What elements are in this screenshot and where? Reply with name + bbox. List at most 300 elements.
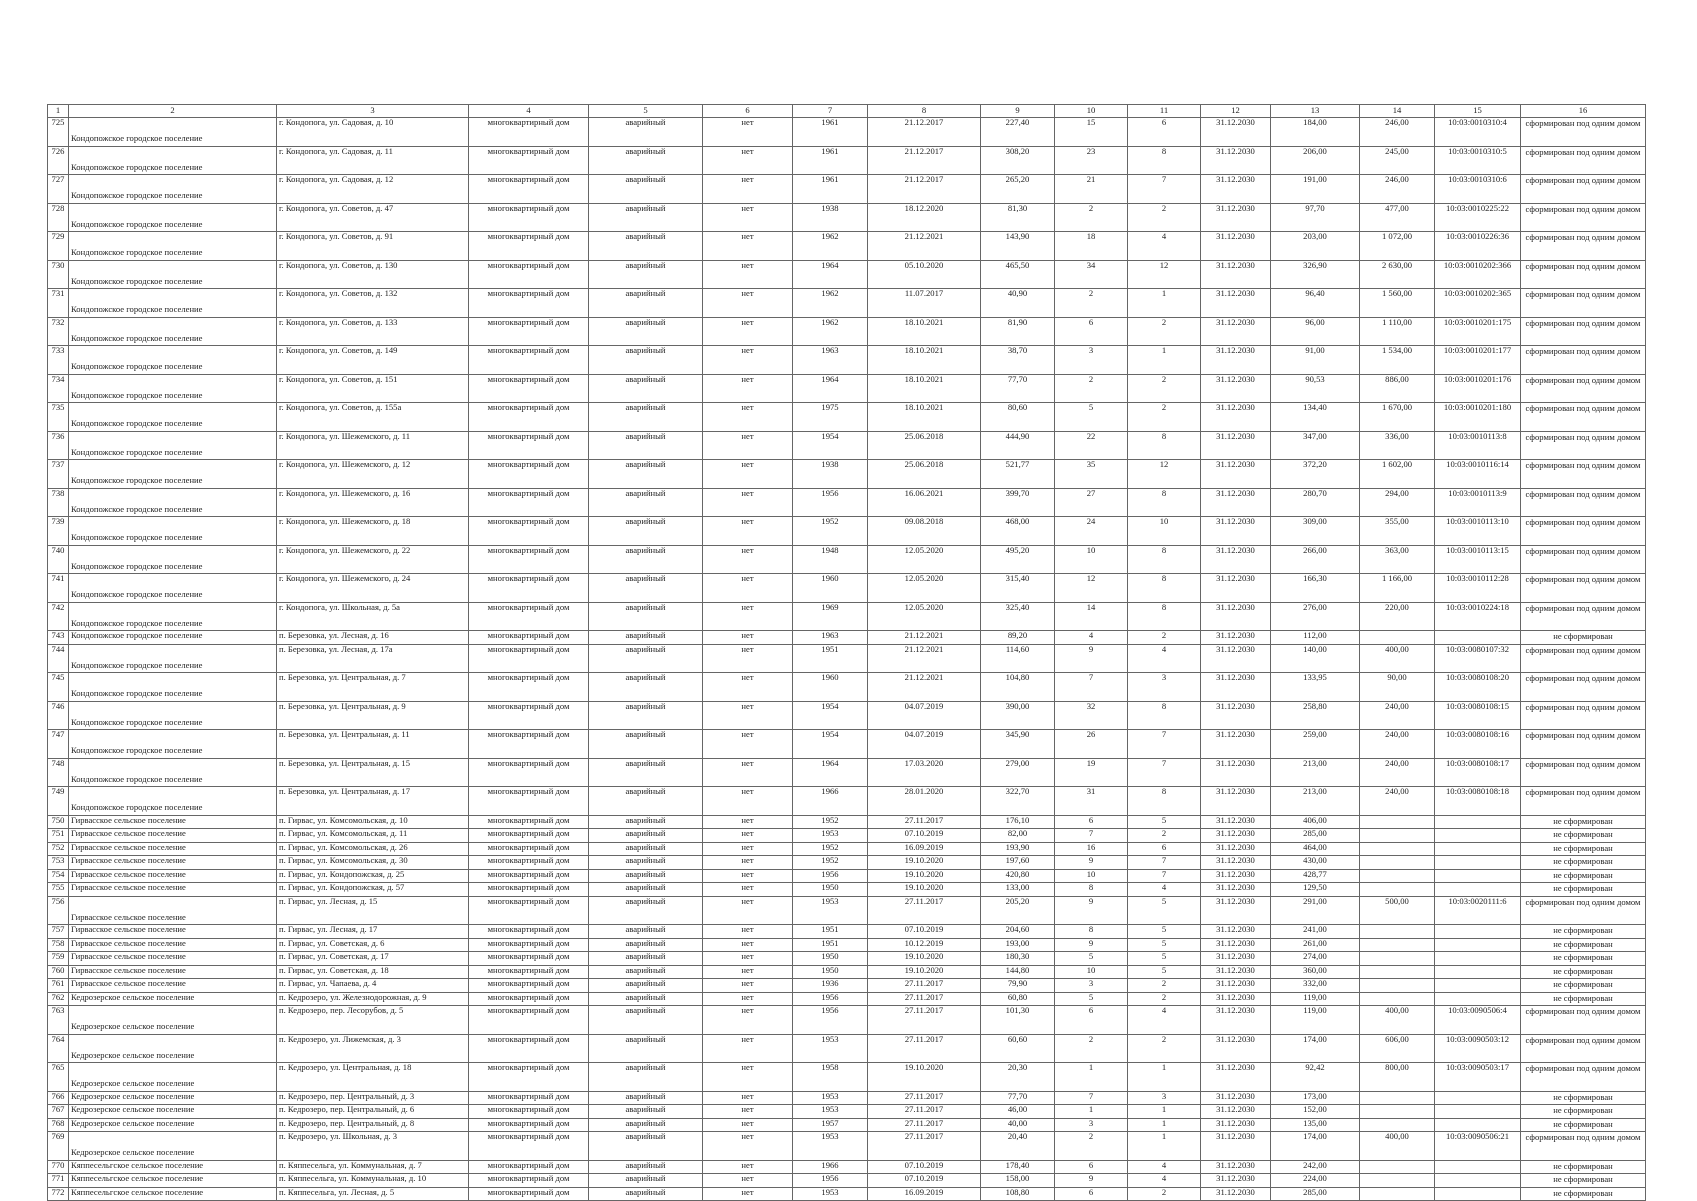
- table-cell-col-16: не сформирован: [1521, 883, 1646, 897]
- table-cell-col-16: сформирован под одним домом: [1521, 730, 1646, 759]
- table-cell-col-15: [1435, 1187, 1521, 1201]
- table-cell-col-9: 81,30: [981, 203, 1055, 232]
- table-cell-col-13: 152,00: [1271, 1105, 1360, 1119]
- table-cell-col-16: сформирован под одним домом: [1521, 545, 1646, 574]
- table-cell-col-6: нет: [703, 815, 793, 829]
- column-header-11: 11: [1128, 105, 1201, 118]
- table-cell-col-4: многоквартирный дом: [469, 896, 589, 925]
- table-cell-col-16: сформирован под одним домом: [1521, 146, 1646, 175]
- table-cell-col-9: 89,20: [981, 631, 1055, 645]
- table-cell-col-14: 800,00: [1360, 1063, 1435, 1092]
- table-cell-col-13: 119,00: [1271, 992, 1360, 1006]
- table-cell-col-7: 1952: [793, 842, 868, 856]
- table-cell-col-13: 140,00: [1271, 644, 1360, 673]
- table-cell-col-16: не сформирован: [1521, 1105, 1646, 1119]
- table-cell-col-1: 733: [48, 346, 69, 375]
- table-row: [48, 232, 1646, 261]
- table-cell-col-8: 19.10.2020: [868, 965, 981, 979]
- table-cell-col-12: 31.12.2030: [1201, 979, 1271, 993]
- table-cell-col-5: аварийный: [589, 1034, 703, 1063]
- table-cell-col-3: п. Кедрозеро, пер. Центральный, д. 3: [277, 1091, 469, 1105]
- table-cell-col-15: 10:03:0010116:14: [1435, 460, 1521, 489]
- table-cell-col-4: многоквартирный дом: [469, 829, 589, 843]
- table-cell-col-16: сформирован под одним домом: [1521, 203, 1646, 232]
- table-cell-col-9: 60,60: [981, 1034, 1055, 1063]
- table-cell-col-15: 10:03:0010201:180: [1435, 403, 1521, 432]
- table-cell-col-9: 345,90: [981, 730, 1055, 759]
- table-cell-col-5: аварийный: [589, 602, 703, 631]
- table-row: [48, 787, 1646, 816]
- table-cell-col-1: 737: [48, 460, 69, 489]
- table-cell-col-13: 166,30: [1271, 574, 1360, 603]
- table-cell-col-13: 224,00: [1271, 1174, 1360, 1188]
- table-cell-col-11: 4: [1128, 644, 1201, 673]
- table-cell-col-14: 1 110,00: [1360, 317, 1435, 346]
- table-cell-col-16: не сформирован: [1521, 815, 1646, 829]
- table-cell-col-12: 31.12.2030: [1201, 146, 1271, 175]
- table-row: [48, 203, 1646, 232]
- table-cell-col-16: сформирован под одним домом: [1521, 1006, 1646, 1035]
- table-cell-col-11: 5: [1128, 925, 1201, 939]
- table-cell-col-10: 7: [1055, 673, 1128, 702]
- table-cell-col-15: [1435, 815, 1521, 829]
- table-cell-col-2: Гирвасское сельское поселение: [69, 952, 277, 966]
- table-cell-col-3: г. Кондопога, ул. Школьная, д. 5а: [277, 602, 469, 631]
- table-cell-col-10: 35: [1055, 460, 1128, 489]
- column-header-6: 6: [703, 105, 793, 118]
- table-cell-col-5: аварийный: [589, 644, 703, 673]
- table-cell-col-8: 19.10.2020: [868, 869, 981, 883]
- table-cell-col-13: 266,00: [1271, 545, 1360, 574]
- table-cell-col-7: 1956: [793, 869, 868, 883]
- table-cell-col-16: сформирован под одним домом: [1521, 260, 1646, 289]
- table-cell-col-15: [1435, 631, 1521, 645]
- table-cell-col-3: п. Березовка, ул. Лесная, д. 17а: [277, 644, 469, 673]
- column-header-10: 10: [1055, 105, 1128, 118]
- table-cell-col-12: 31.12.2030: [1201, 631, 1271, 645]
- table-cell-col-6: нет: [703, 992, 793, 1006]
- table-row: [48, 1091, 1646, 1105]
- table-cell-col-8: 28.01.2020: [868, 787, 981, 816]
- table-cell-col-4: многоквартирный дом: [469, 631, 589, 645]
- table-row: [48, 545, 1646, 574]
- table-row: [48, 644, 1646, 673]
- table-cell-col-2: Гирвасское сельское поселение: [69, 938, 277, 952]
- table-cell-col-2: Кондопожское городское поселение: [69, 460, 277, 489]
- table-cell-col-14: 1 534,00: [1360, 346, 1435, 375]
- table-cell-col-12: 31.12.2030: [1201, 856, 1271, 870]
- table-cell-col-2: Гирвасское сельское поселение: [69, 925, 277, 939]
- table-cell-col-4: многоквартирный дом: [469, 374, 589, 403]
- table-cell-col-6: нет: [703, 460, 793, 489]
- table-body: [48, 105, 1646, 1201]
- table-cell-col-12: 31.12.2030: [1201, 952, 1271, 966]
- table-row: [48, 1063, 1646, 1092]
- table-cell-col-9: 197,60: [981, 856, 1055, 870]
- table-cell-col-12: 31.12.2030: [1201, 203, 1271, 232]
- table-cell-col-4: многоквартирный дом: [469, 203, 589, 232]
- housing-register-table: [47, 104, 1646, 1201]
- table-cell-col-2: Кондопожское городское поселение: [69, 346, 277, 375]
- table-cell-col-13: 96,00: [1271, 317, 1360, 346]
- table-cell-col-14: [1360, 938, 1435, 952]
- table-cell-col-10: 6: [1055, 1187, 1128, 1201]
- table-cell-col-10: 19: [1055, 758, 1128, 787]
- column-header-1: 1: [48, 105, 69, 118]
- table-cell-col-1: 740: [48, 545, 69, 574]
- table-cell-col-15: 10:03:0010310:4: [1435, 118, 1521, 147]
- table-cell-col-10: 6: [1055, 815, 1128, 829]
- table-cell-col-1: 732: [48, 317, 69, 346]
- table-cell-col-10: 3: [1055, 346, 1128, 375]
- table-cell-col-7: 1962: [793, 232, 868, 261]
- table-cell-col-4: многоквартирный дом: [469, 289, 589, 318]
- table-cell-col-9: 178,40: [981, 1160, 1055, 1174]
- table-cell-col-8: 27.11.2017: [868, 896, 981, 925]
- table-cell-col-11: 2: [1128, 1034, 1201, 1063]
- table-cell-col-9: 204,60: [981, 925, 1055, 939]
- table-cell-col-8: 19.10.2020: [868, 883, 981, 897]
- table-cell-col-13: 129,50: [1271, 883, 1360, 897]
- table-cell-col-8: 04.07.2019: [868, 730, 981, 759]
- table-cell-col-4: многоквартирный дом: [469, 869, 589, 883]
- table-cell-col-12: 31.12.2030: [1201, 403, 1271, 432]
- table-cell-col-3: г. Кондопога, ул. Шежемского, д. 18: [277, 517, 469, 546]
- table-cell-col-4: многоквартирный дом: [469, 574, 589, 603]
- table-row: [48, 631, 1646, 645]
- table-cell-col-8: 09.08.2018: [868, 517, 981, 546]
- table-cell-col-6: нет: [703, 758, 793, 787]
- table-cell-col-13: 135,00: [1271, 1118, 1360, 1132]
- table-cell-col-8: 18.10.2021: [868, 317, 981, 346]
- table-cell-col-7: 1962: [793, 289, 868, 318]
- table-cell-col-5: аварийный: [589, 1105, 703, 1119]
- table-cell-col-6: нет: [703, 869, 793, 883]
- table-cell-col-11: 12: [1128, 460, 1201, 489]
- table-cell-col-5: аварийный: [589, 829, 703, 843]
- column-header-9: 9: [981, 105, 1055, 118]
- table-cell-col-10: 9: [1055, 896, 1128, 925]
- table-cell-col-1: 764: [48, 1034, 69, 1063]
- table-cell-col-7: 1953: [793, 1034, 868, 1063]
- table-cell-col-16: сформирован под одним домом: [1521, 644, 1646, 673]
- table-cell-col-9: 420,80: [981, 869, 1055, 883]
- table-cell-col-8: 27.11.2017: [868, 1091, 981, 1105]
- table-cell-col-7: 1952: [793, 856, 868, 870]
- table-cell-col-14: 1 670,00: [1360, 403, 1435, 432]
- table-cell-col-8: 27.11.2017: [868, 979, 981, 993]
- table-cell-col-9: 80,60: [981, 403, 1055, 432]
- table-cell-col-14: [1360, 869, 1435, 883]
- table-cell-col-3: г. Кондопога, ул. Шежемского, д. 22: [277, 545, 469, 574]
- table-cell-col-3: п. Гирвас, ул. Лесная, д. 15: [277, 896, 469, 925]
- table-cell-col-12: 31.12.2030: [1201, 965, 1271, 979]
- table-cell-col-11: 5: [1128, 815, 1201, 829]
- table-cell-col-7: 1938: [793, 203, 868, 232]
- table-cell-col-3: п. Березовка, ул. Центральная, д. 7: [277, 673, 469, 702]
- table-cell-col-1: 761: [48, 979, 69, 993]
- table-cell-col-6: нет: [703, 829, 793, 843]
- table-cell-col-5: аварийный: [589, 289, 703, 318]
- table-cell-col-11: 1: [1128, 1118, 1201, 1132]
- table-cell-col-5: аварийный: [589, 701, 703, 730]
- table-cell-col-8: 27.11.2017: [868, 992, 981, 1006]
- table-cell-col-6: нет: [703, 1091, 793, 1105]
- table-row: [48, 1187, 1646, 1201]
- table-cell-col-9: 399,70: [981, 488, 1055, 517]
- table-cell-col-3: п. Березовка, ул. Центральная, д. 17: [277, 787, 469, 816]
- table-cell-col-9: 227,40: [981, 118, 1055, 147]
- table-cell-col-3: п. Кедрозеро, пер. Лесорубов, д. 5: [277, 1006, 469, 1035]
- table-cell-col-16: сформирован под одним домом: [1521, 701, 1646, 730]
- table-cell-col-16: не сформирован: [1521, 938, 1646, 952]
- table-cell-col-14: 477,00: [1360, 203, 1435, 232]
- table-cell-col-10: 1: [1055, 1105, 1128, 1119]
- table-cell-col-1: 745: [48, 673, 69, 702]
- table-row: [48, 979, 1646, 993]
- table-cell-col-13: 174,00: [1271, 1034, 1360, 1063]
- table-cell-col-2: Кондопожское городское поселение: [69, 517, 277, 546]
- column-header-15: 15: [1435, 105, 1521, 118]
- table-cell-col-15: 10:03:0010113:15: [1435, 545, 1521, 574]
- table-cell-col-6: нет: [703, 545, 793, 574]
- table-cell-col-13: 173,00: [1271, 1091, 1360, 1105]
- table-row: [48, 1034, 1646, 1063]
- table-cell-col-2: Кедрозерское сельское поселение: [69, 992, 277, 1006]
- table-cell-col-6: нет: [703, 979, 793, 993]
- table-cell-col-15: 10:03:0010112:28: [1435, 574, 1521, 603]
- table-cell-col-5: аварийный: [589, 842, 703, 856]
- table-cell-col-10: 5: [1055, 952, 1128, 966]
- table-cell-col-3: п. Кедрозеро, ул. Центральная, д. 18: [277, 1063, 469, 1092]
- table-cell-col-10: 8: [1055, 883, 1128, 897]
- table-cell-col-11: 2: [1128, 992, 1201, 1006]
- table-cell-col-3: п. Березовка, ул. Лесная, д. 16: [277, 631, 469, 645]
- table-cell-col-8: 16.09.2019: [868, 842, 981, 856]
- table-cell-col-15: 10:03:0010201:175: [1435, 317, 1521, 346]
- table-cell-col-5: аварийный: [589, 896, 703, 925]
- table-cell-col-15: 10:03:0010224:18: [1435, 602, 1521, 631]
- table-cell-col-15: 10:03:0010201:177: [1435, 346, 1521, 375]
- table-cell-col-4: многоквартирный дом: [469, 644, 589, 673]
- table-cell-col-3: г. Кондопога, ул. Шежемского, д. 16: [277, 488, 469, 517]
- table-cell-col-7: 1966: [793, 787, 868, 816]
- table-cell-col-16: не сформирован: [1521, 829, 1646, 843]
- table-cell-col-13: 309,00: [1271, 517, 1360, 546]
- table-cell-col-4: многоквартирный дом: [469, 1034, 589, 1063]
- table-cell-col-6: нет: [703, 952, 793, 966]
- table-cell-col-15: [1435, 842, 1521, 856]
- table-cell-col-1: 730: [48, 260, 69, 289]
- table-row: [48, 146, 1646, 175]
- table-cell-col-3: г. Кондопога, ул. Советов, д. 133: [277, 317, 469, 346]
- table-cell-col-4: многоквартирный дом: [469, 883, 589, 897]
- table-cell-col-9: 40,00: [981, 1118, 1055, 1132]
- table-cell-col-5: аварийный: [589, 460, 703, 489]
- table-cell-col-1: 729: [48, 232, 69, 261]
- table-cell-col-11: 3: [1128, 1091, 1201, 1105]
- table-cell-col-14: [1360, 856, 1435, 870]
- column-header-7: 7: [793, 105, 868, 118]
- table-cell-col-9: 133,00: [981, 883, 1055, 897]
- table-cell-col-3: п. Березовка, ул. Центральная, д. 15: [277, 758, 469, 787]
- table-row: [48, 574, 1646, 603]
- table-cell-col-1: 757: [48, 925, 69, 939]
- table-cell-col-10: 21: [1055, 175, 1128, 204]
- table-cell-col-12: 31.12.2030: [1201, 925, 1271, 939]
- table-cell-col-15: [1435, 856, 1521, 870]
- table-cell-col-1: 765: [48, 1063, 69, 1092]
- column-header-16: 16: [1521, 105, 1646, 118]
- table-cell-col-4: многоквартирный дом: [469, 1160, 589, 1174]
- table-cell-col-12: 31.12.2030: [1201, 1187, 1271, 1201]
- table-cell-col-13: 428,77: [1271, 869, 1360, 883]
- table-cell-col-9: 20,40: [981, 1132, 1055, 1161]
- table-cell-col-8: 07.10.2019: [868, 1160, 981, 1174]
- table-cell-col-12: 31.12.2030: [1201, 673, 1271, 702]
- table-cell-col-8: 10.12.2019: [868, 938, 981, 952]
- table-cell-col-4: многоквартирный дом: [469, 842, 589, 856]
- table-cell-col-4: многоквартирный дом: [469, 1174, 589, 1188]
- table-cell-col-8: 21.12.2021: [868, 232, 981, 261]
- table-cell-col-12: 31.12.2030: [1201, 1034, 1271, 1063]
- table-cell-col-1: 749: [48, 787, 69, 816]
- table-cell-col-9: 38,70: [981, 346, 1055, 375]
- table-cell-col-14: 400,00: [1360, 1132, 1435, 1161]
- table-cell-col-2: Кондопожское городское поселение: [69, 787, 277, 816]
- table-cell-col-3: п. Гирвас, ул. Советская, д. 18: [277, 965, 469, 979]
- table-cell-col-8: 07.10.2019: [868, 829, 981, 843]
- table-cell-col-8: 21.12.2017: [868, 118, 981, 147]
- table-cell-col-15: 10:03:0080108:18: [1435, 787, 1521, 816]
- table-cell-col-13: 241,00: [1271, 925, 1360, 939]
- table-cell-col-2: Кондопожское городское поселение: [69, 602, 277, 631]
- table-cell-col-9: 193,00: [981, 938, 1055, 952]
- table-cell-col-10: 23: [1055, 146, 1128, 175]
- table-cell-col-15: [1435, 992, 1521, 1006]
- table-cell-col-3: п. Березовка, ул. Центральная, д. 11: [277, 730, 469, 759]
- table-cell-col-5: аварийный: [589, 1006, 703, 1035]
- table-cell-col-3: п. Кяппесельга, ул. Коммунальная, д. 7: [277, 1160, 469, 1174]
- table-cell-col-7: 1966: [793, 1160, 868, 1174]
- table-cell-col-7: 1961: [793, 118, 868, 147]
- table-cell-col-2: Кондопожское городское поселение: [69, 758, 277, 787]
- table-cell-col-1: 741: [48, 574, 69, 603]
- table-cell-col-9: 521,77: [981, 460, 1055, 489]
- table-cell-col-9: 40,90: [981, 289, 1055, 318]
- table-cell-col-2: Кяппесельгское сельское поселение: [69, 1160, 277, 1174]
- table-cell-col-8: 18.10.2021: [868, 374, 981, 403]
- table-cell-col-4: многоквартирный дом: [469, 118, 589, 147]
- table-cell-col-7: 1951: [793, 644, 868, 673]
- table-cell-col-12: 31.12.2030: [1201, 431, 1271, 460]
- table-cell-col-15: 10:03:0010310:6: [1435, 175, 1521, 204]
- table-cell-col-14: 240,00: [1360, 701, 1435, 730]
- table-cell-col-1: 744: [48, 644, 69, 673]
- table-cell-col-2: Кондопожское городское поселение: [69, 644, 277, 673]
- table-cell-col-9: 444,90: [981, 431, 1055, 460]
- table-cell-col-7: 1950: [793, 952, 868, 966]
- table-cell-col-10: 10: [1055, 965, 1128, 979]
- table-cell-col-6: нет: [703, 644, 793, 673]
- table-cell-col-15: 10:03:0090506:4: [1435, 1006, 1521, 1035]
- table-cell-col-4: многоквартирный дом: [469, 965, 589, 979]
- table-cell-col-1: 769: [48, 1132, 69, 1161]
- table-cell-col-15: [1435, 1174, 1521, 1188]
- table-cell-col-6: нет: [703, 289, 793, 318]
- table-cell-col-16: сформирован под одним домом: [1521, 317, 1646, 346]
- table-cell-col-5: аварийный: [589, 730, 703, 759]
- table-cell-col-12: 31.12.2030: [1201, 815, 1271, 829]
- table-cell-col-2: Гирвасское сельское поселение: [69, 815, 277, 829]
- table-cell-col-15: 10:03:0080107:32: [1435, 644, 1521, 673]
- table-cell-col-12: 31.12.2030: [1201, 1006, 1271, 1035]
- table-cell-col-6: нет: [703, 1063, 793, 1092]
- table-cell-col-6: нет: [703, 1006, 793, 1035]
- table-cell-col-16: не сформирован: [1521, 979, 1646, 993]
- table-cell-col-10: 6: [1055, 1006, 1128, 1035]
- table-cell-col-2: Кондопожское городское поселение: [69, 488, 277, 517]
- table-cell-col-7: 1936: [793, 979, 868, 993]
- table-cell-col-6: нет: [703, 203, 793, 232]
- table-cell-col-1: 736: [48, 431, 69, 460]
- table-row: [48, 829, 1646, 843]
- table-cell-col-4: многоквартирный дом: [469, 317, 589, 346]
- table-cell-col-6: нет: [703, 787, 793, 816]
- table-cell-col-1: 754: [48, 869, 69, 883]
- table-cell-col-7: 1954: [793, 730, 868, 759]
- table-cell-col-1: 739: [48, 517, 69, 546]
- table-cell-col-9: 81,90: [981, 317, 1055, 346]
- table-cell-col-11: 7: [1128, 869, 1201, 883]
- table-cell-col-13: 332,00: [1271, 979, 1360, 993]
- table-cell-col-8: 25.06.2018: [868, 431, 981, 460]
- table-cell-col-11: 8: [1128, 545, 1201, 574]
- table-cell-col-6: нет: [703, 317, 793, 346]
- table-cell-col-9: 390,00: [981, 701, 1055, 730]
- table-cell-col-10: 6: [1055, 1160, 1128, 1174]
- table-cell-col-5: аварийный: [589, 758, 703, 787]
- table-cell-col-16: сформирован под одним домом: [1521, 1034, 1646, 1063]
- table-cell-col-4: многоквартирный дом: [469, 1091, 589, 1105]
- table-cell-col-16: не сформирован: [1521, 1160, 1646, 1174]
- table-cell-col-8: 11.07.2017: [868, 289, 981, 318]
- table-cell-col-11: 2: [1128, 374, 1201, 403]
- table-cell-col-2: Гирвасское сельское поселение: [69, 965, 277, 979]
- table-cell-col-5: аварийный: [589, 965, 703, 979]
- table-cell-col-16: сформирован под одним домом: [1521, 574, 1646, 603]
- table-cell-col-4: многоквартирный дом: [469, 1118, 589, 1132]
- table-cell-col-14: 606,00: [1360, 1034, 1435, 1063]
- table-cell-col-16: сформирован под одним домом: [1521, 374, 1646, 403]
- table-cell-col-10: 9: [1055, 1174, 1128, 1188]
- table-cell-col-11: 5: [1128, 938, 1201, 952]
- table-cell-col-4: многоквартирный дом: [469, 431, 589, 460]
- table-cell-col-2: Кедрозерское сельское поселение: [69, 1091, 277, 1105]
- table-row: [48, 1160, 1646, 1174]
- table-cell-col-4: многоквартирный дом: [469, 517, 589, 546]
- table-cell-col-4: многоквартирный дом: [469, 938, 589, 952]
- table-cell-col-2: Гирвасское сельское поселение: [69, 869, 277, 883]
- table-cell-col-15: [1435, 1091, 1521, 1105]
- table-cell-col-14: [1360, 965, 1435, 979]
- table-row: [48, 175, 1646, 204]
- table-cell-col-16: сформирован под одним домом: [1521, 673, 1646, 702]
- table-row: [48, 938, 1646, 952]
- table-cell-col-11: 8: [1128, 574, 1201, 603]
- table-cell-col-9: 315,40: [981, 574, 1055, 603]
- table-cell-col-14: 400,00: [1360, 644, 1435, 673]
